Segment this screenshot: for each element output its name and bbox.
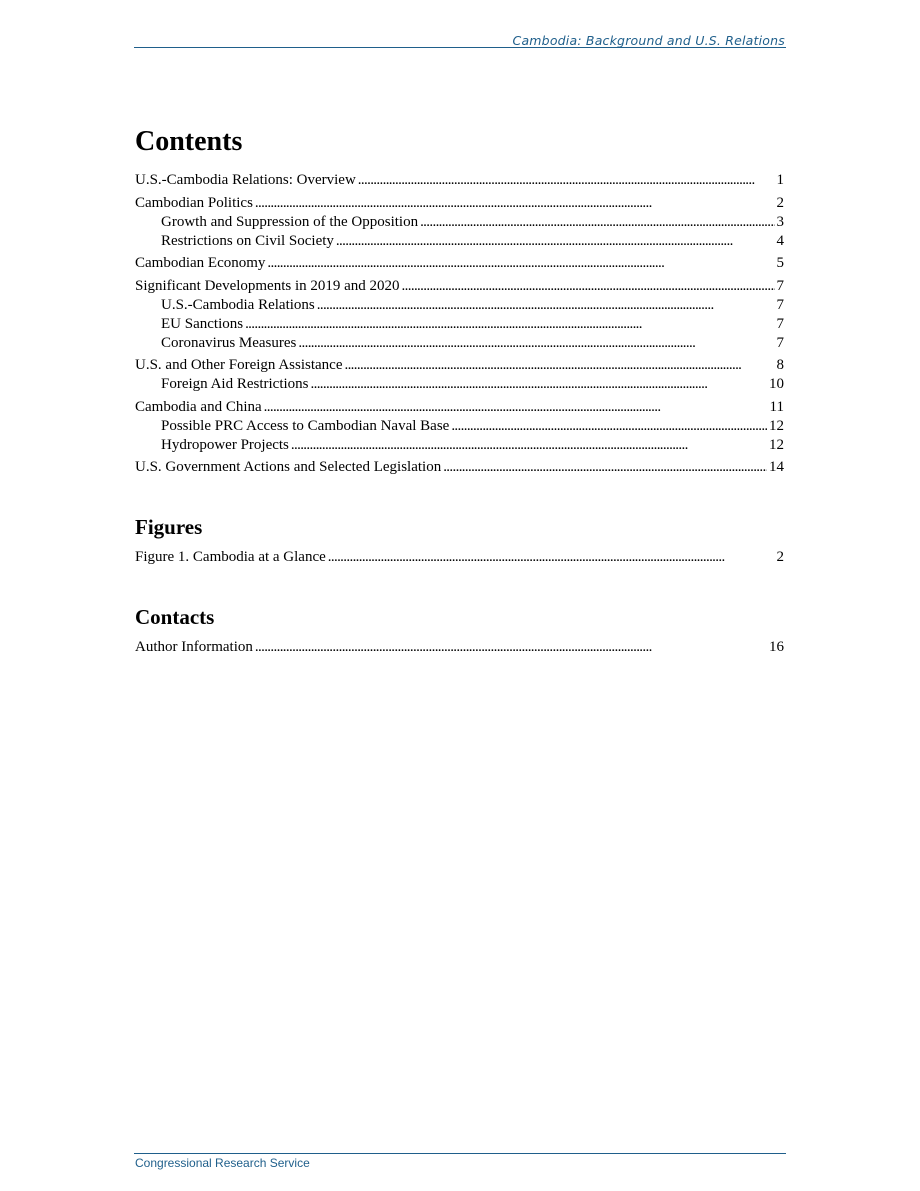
dot-leader [311,375,768,394]
toc-entry-label: Coronavirus Measures [161,334,297,351]
toc-entry[interactable] [135,277,784,296]
dot-leader [443,458,767,477]
dot-leader [402,277,775,296]
dot-leader [255,638,767,657]
toc-entry-label: U.S.-Cambodia Relations: Overview [135,172,356,188]
toc-entry[interactable] [135,171,784,190]
table-of-contents-page [135,124,784,657]
toc-entry[interactable] [135,638,784,657]
toc-entry-page-number: 2 [776,194,784,211]
toc-entry-page-number: 7 [776,315,784,332]
toc-entry-label: U.S.-Cambodia Relations [161,296,315,313]
toc-entry-label: Cambodia and China [135,398,262,415]
dot-leader [420,213,774,232]
toc-entry-label: EU Sanctions [161,315,244,332]
toc-entry-label: Author Information [135,639,253,655]
dot-leader [267,254,774,273]
toc-entry-label: Growth and Suppression of the Opposition [161,213,419,230]
toc-entry-page-number: 16 [769,639,784,655]
dot-leader [451,417,767,436]
toc-entry-page-number: 2 [776,549,784,565]
dot-leader [245,315,774,334]
figures-heading: Figures [135,515,203,539]
toc-entry[interactable] [135,213,784,232]
contacts-list [135,638,784,657]
toc-entry-page-number: 14 [769,459,784,475]
toc-entry-label: U.S. Government Actions and Selected Legislation [135,459,442,475]
toc-entry[interactable] [135,232,784,251]
toc-entry[interactable] [135,315,784,334]
toc-entry-label: Hydropower Projects [161,436,289,453]
toc-entry-page-number: 8 [776,357,784,373]
toc-entry[interactable] [135,356,784,375]
dot-leader [328,548,775,567]
header-rule [134,47,786,48]
toc-entry-page-number: 10 [769,376,784,392]
contents-heading: Contents [135,126,243,157]
toc-entry-page-number: 7 [776,334,784,351]
toc-entry-label: Foreign Aid Restrictions [161,376,309,392]
toc-entry-page-number: 1 [776,172,784,188]
dot-leader [264,398,768,417]
toc-entry[interactable] [135,375,784,394]
dot-leader [344,356,774,375]
toc-entry-label: U.S. and Other Foreign Assistance [135,357,343,373]
dot-leader [336,232,775,251]
toc-entry-page-number: 12 [769,436,784,453]
toc-entry-label: Restrictions on Civil Society [161,232,334,249]
footer-publisher: Congressional Research Service [135,1156,310,1170]
figures-list [135,548,784,567]
footer-rule [134,1153,786,1154]
toc-entry[interactable] [135,417,784,436]
toc-entry[interactable] [135,548,784,567]
toc-entry-page-number: 3 [776,213,784,230]
toc-entry[interactable] [135,296,784,315]
dot-leader [291,436,767,455]
toc-entry[interactable] [135,194,784,213]
dot-leader [298,334,774,353]
dot-leader [317,296,775,315]
toc-entry[interactable] [135,254,784,273]
contents-list [135,171,784,477]
toc-entry[interactable] [135,398,784,417]
contacts-heading: Contacts [135,605,215,629]
toc-entry-label: Possible PRC Access to Cambodian Naval Base [161,417,450,434]
toc-entry-page-number: 11 [769,398,784,415]
toc-entry-page-number: 5 [776,255,784,271]
toc-entry-label: Significant Developments in 2019 and 2020 [135,277,400,294]
toc-entry-page-number: 7 [776,277,784,294]
toc-entry[interactable] [135,436,784,455]
dot-leader [358,171,775,190]
toc-entry-page-number: 4 [776,232,784,249]
toc-entry-page-number: 12 [769,417,784,434]
running-title: Cambodia: Background and U.S. Relations [512,33,785,48]
toc-entry-label: Cambodian Economy [135,255,266,271]
toc-entry[interactable] [135,458,784,477]
toc-entry-label: Cambodian Politics [135,194,253,211]
toc-entry[interactable] [135,334,784,353]
toc-entry-label: Figure 1. Cambodia at a Glance [135,549,326,565]
dot-leader [255,194,775,213]
toc-entry-page-number: 7 [776,296,784,313]
